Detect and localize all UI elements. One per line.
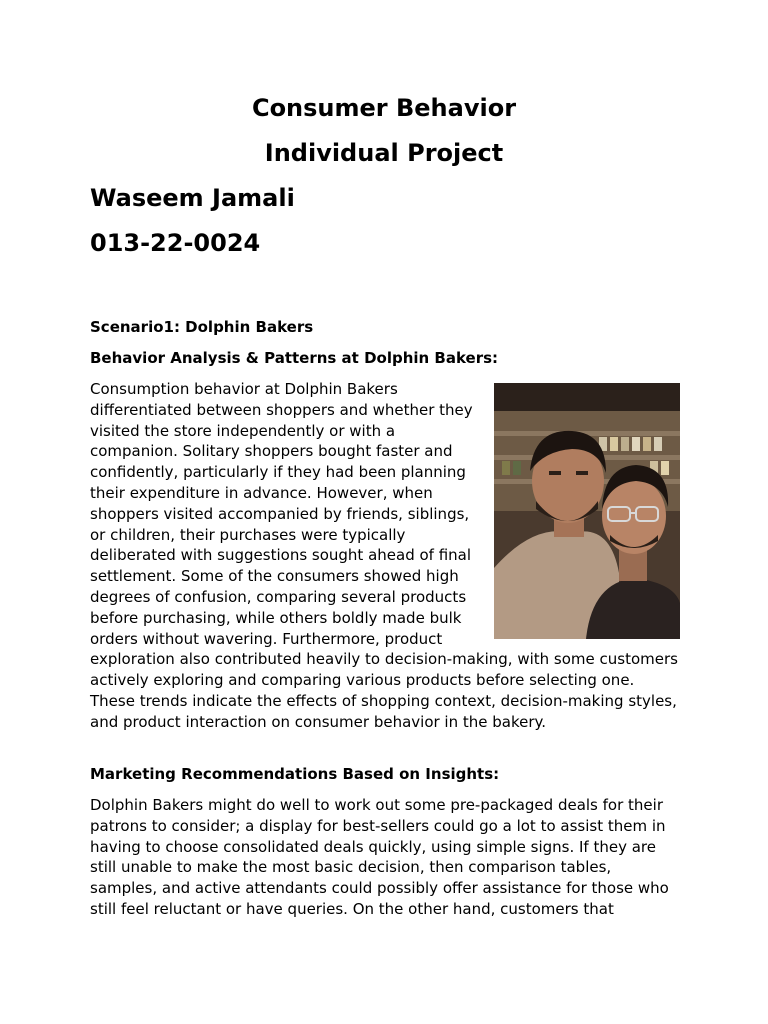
student-id: 013-22-0024 bbox=[90, 229, 261, 257]
recommendations-heading: Marketing Recommendations Based on Insights: bbox=[90, 765, 500, 783]
analysis-paragraph: Consumption behavior at Dolphin Bakers differentiated between shoppers and whether they visited the store independently or with a companion. Solitary shoppers bought faster and confidently, particularly if they had been planning their expenditure in advance. However, when shoppers visited accompanied by friends, siblings, or children, their purchases were typically deliberated with suggestions sought ahead of final settlement. Some of the consumers showed high degrees of confusion, comparing several products before purchasing, while others boldly made bulk orders without wavering. Furthermore, product exploration also contributed heavily to decision-making, with some customers actively exploring and comparing various products before selecting one. These trends indicate the effects of shopping context, decision-making styles, and product interaction on consumer behavior in the bakery. bbox=[90, 380, 678, 731]
document-title-line-2: Individual Project bbox=[264, 139, 504, 167]
recommendations-paragraph: Dolphin Bakers might do well to work out some pre-packaged deals for their patrons to consider; a display for best-sellers could go a lot to assist them in having to choose consolidated deals quickly, using simple signs. If they are still unable to make the most basic decision, then comparison tables, samples, and active attendants could possibly offer assistance for those who still feel reluctant or have queries. On the other hand, customers that bbox=[90, 796, 669, 918]
selfie-photo-icon bbox=[494, 383, 680, 639]
scenario-heading: Scenario1: Dolphin Bakers bbox=[90, 318, 314, 336]
document-title-line-1: Consumer Behavior bbox=[251, 94, 517, 122]
analysis-heading: Behavior Analysis & Patterns at Dolphin Bakers: bbox=[90, 349, 499, 367]
analysis-section bbox=[90, 379, 680, 733]
author-name: Waseem Jamali bbox=[90, 184, 295, 212]
